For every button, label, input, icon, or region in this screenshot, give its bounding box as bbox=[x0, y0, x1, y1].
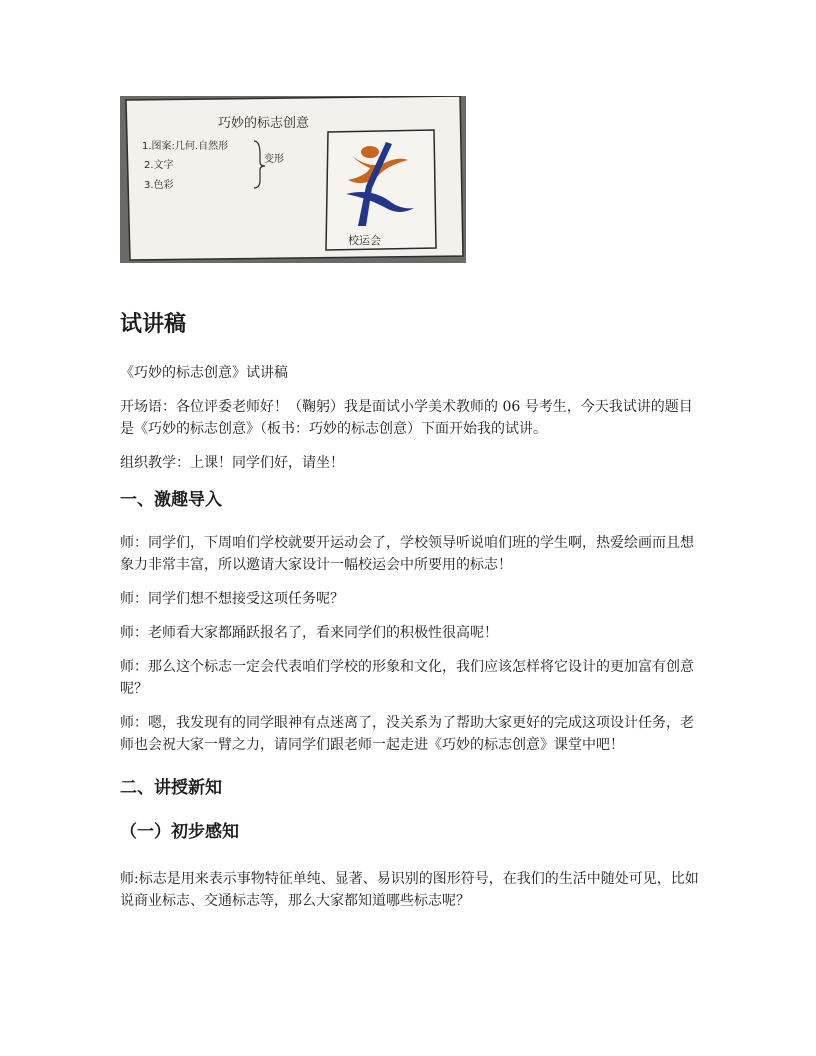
board-title: 巧妙的标志创意 bbox=[218, 116, 310, 131]
section1-paragraph-2: 师：同学们想不想接受这项任务呢？ bbox=[120, 591, 344, 607]
section1-paragraph-3: 师：老师看大家都踊跃报名了，看来同学们的积极性很高呢！ bbox=[120, 625, 498, 641]
board-list-item-1: 1.图案:几何.自然形 bbox=[142, 141, 229, 152]
board-list-item-2: 2.文字 bbox=[144, 160, 174, 171]
logo-head bbox=[361, 146, 379, 158]
section1-paragraph-1: 师：同学们，下周咱们学校就要开运动会了，学校领导听说咱们班的学生啊，热爱绘画而且想象力非常丰富，所以邀请大家设计一幅校运会中所要用的标志！ bbox=[120, 535, 694, 573]
blackboard-photo bbox=[120, 96, 466, 263]
subsection-heading-1: （一）初步感知 bbox=[120, 822, 239, 842]
logo-frame bbox=[326, 130, 436, 250]
organize-paragraph: 组织教学：上课！同学们好，请坐！ bbox=[120, 455, 344, 471]
logo-caption: 校运会 bbox=[348, 234, 381, 247]
section2-paragraph-1: 师:标志是用来表示事物特征单纯、显著、易识别的图形符号，在我们的生活中随处可见，比如说商业标志、交通标志等，那么大家都知道哪些标志呢？ bbox=[120, 871, 699, 909]
opening-paragraph: 开场语：各位评委老师好！（鞠躬）我是面试小学美术教师的 06 号考生，今天我试讲的题目是《巧妙的标志创意》（板书：巧妙的标志创意）下面开始我的试讲。 bbox=[120, 399, 693, 437]
blackboard-drawing bbox=[120, 96, 466, 263]
board-list-item-3: 3.色彩 bbox=[144, 180, 174, 191]
document-subtitle: 《巧妙的标志创意》试讲稿 bbox=[120, 365, 288, 381]
document-title: 试讲稿 bbox=[120, 312, 187, 337]
section1-paragraph-4: 师：那么这个标志一定会代表咱们学校的形象和文化，我们应该怎样将它设计的更加富有创意呢？ bbox=[120, 659, 694, 697]
document-body bbox=[120, 300, 700, 912]
board-brace-label: 变形 bbox=[264, 154, 284, 165]
section1-paragraph-5: 师：嗯，我发现有的同学眼神有点迷离了，没关系为了帮助大家更好的完成这项设计任务，老师也会祝大家一臂之力，请同学们跟老师一起走进《巧妙的标志创意》课堂中吧！ bbox=[120, 715, 694, 753]
section-heading-2: 二、讲授新知 bbox=[120, 778, 222, 798]
section-heading-1: 一、激趣导入 bbox=[120, 490, 222, 510]
